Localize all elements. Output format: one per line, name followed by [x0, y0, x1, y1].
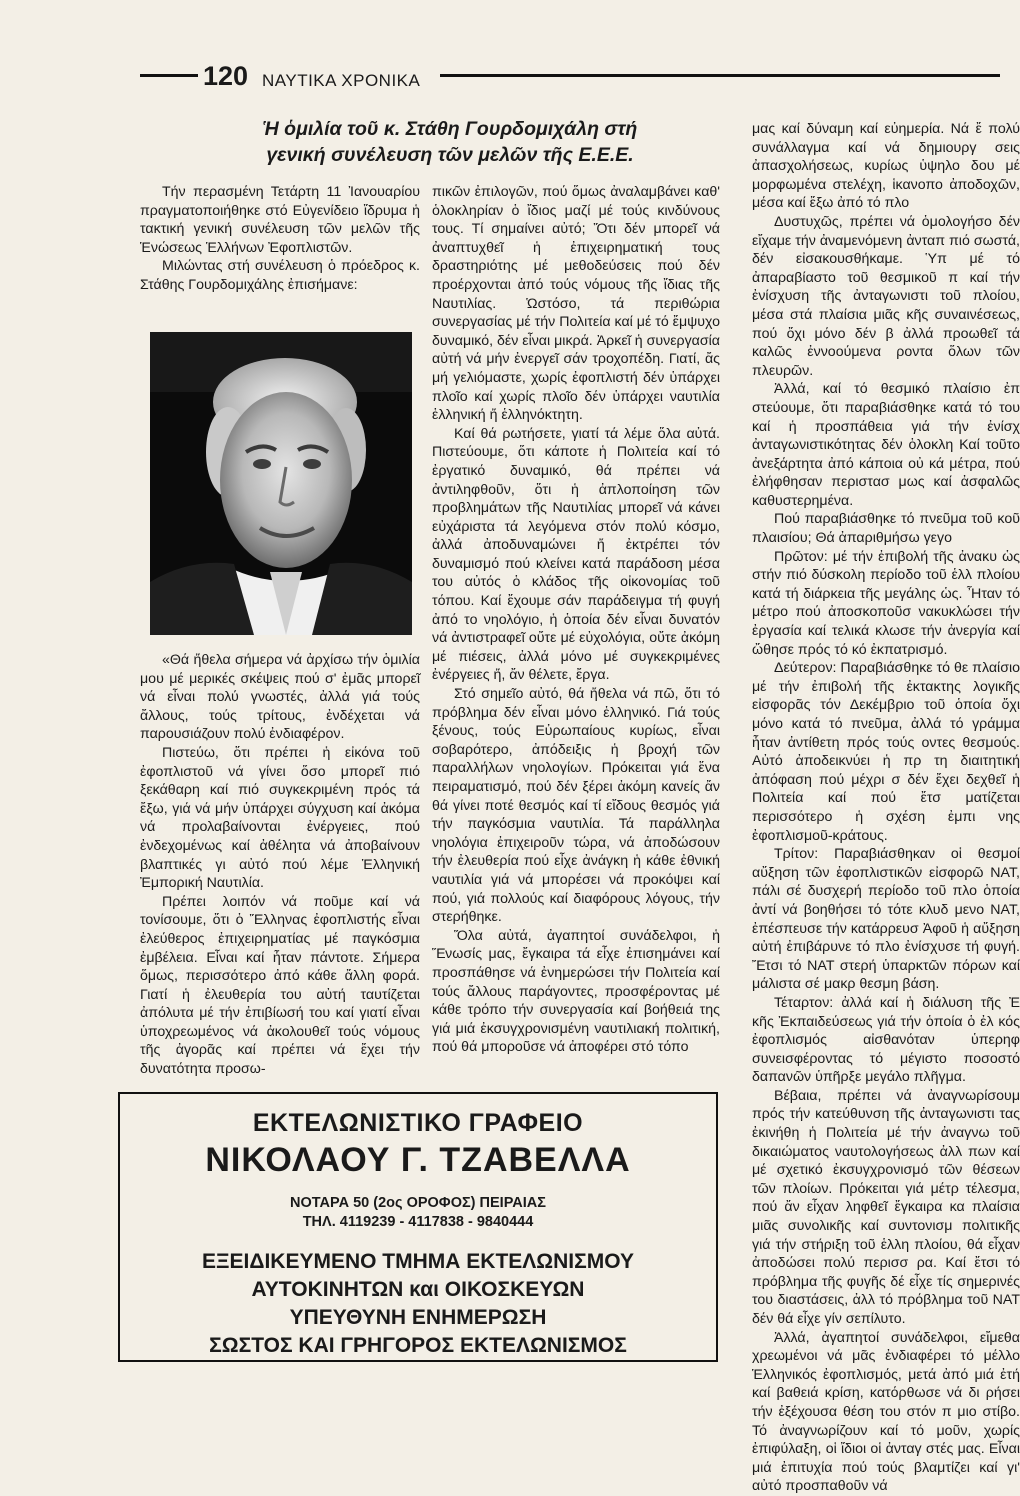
paragraph: Πού παραβιάσθηκε τό πνεῦμα τοῦ κοῦ πλαισίου; Θά ἀπαριθμήσω γεγο [752, 511, 1020, 547]
ad-line-vehicles: ΑΥΤΟΚΙΝΗΤΩΝ και ΟΙΚΟΣΚΕΥΩΝ [251, 1278, 585, 1301]
ad-line-info: ΥΠΕΥΘΥΝΗ ΕΝΗΜΕΡΩΣΗ [289, 1306, 547, 1329]
paragraph: Δεύτερον: Παραβιάσθηκε τό θε πλαίσιο μέ τήν ἐπιβολή τῆς ἐκτακτης λογικῆς εἰσφορᾶς τόν Δεκέμβριο τοῦ ὁποία ὄχι μόνο κατά τό πνεῦμα, ἀλλά τό γράμμα ἦταν ἀντίθετη πρός τούς οντες θεσμούς. Αὐτό ἀποδεικνύει ἡ πρ τη διαιτητική ἀπόφαση πού μέχρι σ δέν ἔχει δεχθεῖ ἡ Πολιτεία καί πού ἔτσ ματίζεται περισσότερο ἡ σχέση ἐμπι νης ἐφοπλισμοῦ-κράτους. [752, 660, 1020, 844]
ad-line-name: ΝΙΚΟΛΑΟΥ Γ. ΤΖΑΒΕΛΛΑ [205, 1141, 631, 1179]
paragraph: Ἀλλά, ἀγαπητοί συνάδελφοι, εἴμεθα χρεωμένοι νά μᾶς ἐνδιαφέρει τό μέλλο Ἑλληνικός ἐφοπλισμός, μετά ἀπό μιά ἐτή καί βαθειά κρίση, κατόρθωσε νά δι ρήσει τήν ἐξέχουσα θέση του στόν π μιο στίβο. Τό ἀναγνωρίζουν καί τό μοῦν, χωρίς ἐπιφύλαξη, οἱ ἴδιοι οἱ ἀνταγ στές μας. Εἶναι μιά ἐπιτυχία πού τούς βλαμτίζει καί γι' αὐτό προσπαθοῦν νά [752, 1329, 1020, 1495]
column-1-intro [140, 183, 420, 295]
header-rule-right [440, 74, 1000, 77]
advertisement-box [118, 1092, 718, 1362]
page-number: 120 [203, 61, 249, 91]
paragraph: Καί θά ρωτήσετε, γιατί τά λέμε ὅλα αὐτά. Πιστεύουμε, ὅτι κάποτε ἡ Πολιτεία καί τό ἐργατικό δυναμικό, θά πρέπει νά ἀντιληφθοῦν, ὅτι ἡ ἀπλοποίηση τῶν προβλημάτων τῆς Ναυτιλίας μπορεῖ νά κάνει εὐχάριστα τά λεγόμενα στόν πολύ κόσμο, ἀλλά ἀποδυναμώνει ἤ ἐκτρέπει τόν δυναμισμό πού κλείνει κατά παράδοση μέσα του αὐτός ὁ κλάδος τῆς οἰκονομίας τοῦ τόπου. Καί ἔχουμε σάν παράδειγμα τή φυγή ἀπό το νηολόγιο, ἡ ὁποία δέν εἶναι δυνατόν νά ἀντιστραφεῖ οὔτε μέ εὐχολόγια, οὔτε ἀκόμη μέ πιέσεις, ἀλλά μόνο μέ συγκεκριμένες ἐνέργειες ἤ, ἄν θέλετε, ἔργα. [432, 425, 720, 684]
paragraph: Στό σημεῖο αὐτό, θά ἤθελα νά πῶ, ὅτι τό πρόβλημα δέν εἶναι μόνο ἑλληνικό. Γιά τούς ξένους, τούς Εὐρωπαίους κυρίως, εἶναι σοβαρότερο, ἀπόδειξις ἡ βροχή τῶν παραλλήλων νηολογίων. Πρόκειται γιά ἕνα πειραματισμό, πού δέν ξέρει ἀκόμη κανείς ἄν θά γίνει ποτέ θεσμός καί τί εἴδους θεσμός γιά τήν παγκόσμια ναυτιλία. Τά παράλληλα νηολόγια ἐπιχειροῦν τώρα, νά ἀποδώσουν τήν ἐλευθερία πού εἶχε ἀνάγκη ἡ κάθε ἐθνική ναυτιλία γιά νά μπορέσει νά προκόψει καί πού, γιά πολλούς καί διαφόρους λόγους, τήν στερήθηκε. [432, 686, 720, 926]
header-rule-left [140, 74, 198, 77]
paragraph: Μιλώντας στή συνέλευση ὁ πρόεδρος κ. Στάθης Γουρδομιχάλης ἐπισήμανε: [140, 258, 420, 293]
portrait-photo [150, 332, 412, 635]
headline-line-2: γενική συνέλευση τῶν μελῶν τῆς Ε.Ε.Ε. [266, 144, 634, 166]
ad-address: ΝΟΤΑΡΑ 50 (2ος ΟΡΟΦΟΣ) ΠΕΙΡΑΙΑΣ [290, 1195, 546, 1211]
ad-phone: ΤΗΛ. 4119239 - 4117838 - 9840444 [302, 1214, 534, 1230]
article-headline [150, 116, 750, 168]
paragraph: «Θά ἤθελα σήμερα νά ἀρχίσω τήν ὁμιλία μου μέ μερικές σκέψεις πού σ' ἐμᾶς μπορεῖ νά εἶναι πολύ γνωστές, ἀλλά γιά τούς ἄλλους, τούς τρίτους, ἐνδέχεται νά παρουσιάζουν πολύ ἐνδιαφέρον. [140, 652, 420, 743]
ad-line-slogan: ΣΩΣΤΟΣ ΚΑΙ ΓΡΗΓΟΡΟΣ ΕΚΤΕΛΩΝΙΣΜΟΣ [209, 1334, 627, 1357]
paragraph: μας καί δύναμη καί εὐημερία. Νά ἔ πολύ συνάλλαγμα καί νά δημιουργ σεις ἀπασχολήσεως, κυρίως ὑψηλο δου μέ μορφωμένα στελέχη, ἱκανοπο ἀποδοχῶν, μέσα καί ἔξω ἀπό τό πλο [752, 121, 1020, 212]
paragraph: Τήν περασμένη Τετάρτη 11 Ἰανουαρίου πραγματοποιήθηκε στό Εὐγενίδειο ἵδρυμα ἡ τακτική γενική συνέλευση τῶν μελῶν τῆς Ἑνώσεως Ἑλλήνων Ἐφοπλιστῶν. [140, 184, 420, 256]
headline-line-1: Ἡ ὁμιλία τοῦ κ. Στάθη Γουρδομιχάλη στή [262, 118, 638, 140]
paragraph: Δυστυχῶς, πρέπει νά ὁμολογήσο δέν εἴχαμε τήν ἀναμενόμενη ἀνταπ πιό σωστά, δέν εἰσακουσθήκαμε. Ὑπ μέ τό ἀπαραβίαστο τοῦ θεσμικοῦ π καί τήν ἐνίσχυση τῆς ἀνταγωνιστι τοῦ πλοίου, μέσα στά πλαίσια μιᾶς κῆς συναινέσεως, πού ὄχι μόνο δέν β ἀλλά προωθεῖ τά καλῶς ἐννοούμενα ροντα ὅλων τῶν πλευρῶν. [752, 213, 1020, 379]
paragraph: Πιστεύω, ὅτι πρέπει ἡ εἰκόνα τοῦ ἐφοπλιστοῦ νά γίνει ὅσο μπορεῖ πιό ξεκάθαρη καί πιό συγκεκριμένη πρός τά ἔξω, γιά νά μήν ὑπάρχει σύγχυση καί ἀκόμα νά προλαβαίνονται ἐνέργειες, πού ἐνδεχομένως καί ἀθέλητα νά ἀποβαίνουν βλαπτικές γι αὐτό πού λέμε Ἑλληνική Ἐμπορική Ναυτιλία. [140, 744, 420, 892]
ad-line-department: ΕΞΕΙΔΙΚΕΥΜΕΝΟ ΤΜΗΜΑ ΕΚΤΕΛΩΝΙΣΜΟΥ [202, 1250, 634, 1273]
paragraph: Πρῶτον: μέ τήν ἐπιβολή τῆς ἀνακυ ὡς στήν πιό δύσκολη περίοδο τοῦ ἑλλ πλοίου κατά τή διάρκεια τῆς μεγάλης ὡς. Ἦταν τό μέτρο πού ἀποσκοποῦσ νακυκλώσει τήν ἐργασία καί τελικά κλωσε τήν ἀνεργία καί ὤθησε πρός τό κό ἐκπατρισμό. [752, 548, 1020, 658]
column-3 [752, 120, 1020, 1495]
paragraph: Βέβαια, πρέπει νά ἀναγνωρίσουμ πρός τήν κατεύθυνση τῆς ἀνταγωνιστι τας ἐκινήθη ἡ Πολιτεία μέ τήν ἀναγνω τοῦ δικαιώματος ναυτολογήσεως ἀλλ πων καί μέ σχετικό ἐκσυγχρονισμό τῶν θέσεων τῶν πλοίων. Πρόκειται γιά μέτρ τέλεσμα, πού ἄν εἶχαν ληφθεῖ ἔγκαιρα κα πλαίσια μιᾶς συνολικῆς καί συντονισμ πολιτικῆς γιά τήν στήριξη τοῦ ἑλλη πλοίου, θά εἶχαν ἀποδώσει πολύ περισσ ρα. Καί ἔτσι τό πρόβλημα τῆς φυγῆς δέ εἶχε τίς σημερινές του διαστάσεις, ἀλλ τό πρόβλημα τοῦ ΝΑΤ δέν θά εἶχε γίν σεπίλυτο. [752, 1087, 1020, 1327]
paragraph: Ὅλα αὐτά, ἀγαπητοί συνάδελφοι, ἡ Ἕνωσίς μας, ἔγκαιρα τά εἶχε ἐπισημάνει καί προσπάθησε νά ἐνημερώσει τήν Πολιτεία καί τούς ἄλλους παράγοντες, προσφέροντας μέ κάθε τρόπο τήν συνεργασία καί βοήθειά της γιά μιά ἐκσυγχρονισμένη ναυτιλιακή πολιτική, πού θά μποροῦσε νά ἀποφέρει στό τόπο [432, 927, 720, 1056]
ad-line-office: ΕΚΤΕΛΩΝΙΣΤΙΚΟ ΓΡΑΦΕΙΟ [252, 1109, 584, 1137]
portrait-photo-illustration [150, 332, 412, 635]
paragraph: Τέταρτον: ἀλλά καί ἡ διάλυση τῆς Ἐ κῆς Ἐκπαιδεύσεως γιά τήν ὁποία ὁ ἐλ κός ἐφοπλισμός αἰσθανόταν ὑπερηφ συνεισφέροντας τό μέγιστο ποσοστό δαπανῶν ὑπῆρξε μεγάλο πλῆγμα. [752, 994, 1020, 1086]
paragraph: Ἀλλά, καί τό θεσμικό πλαίσιο ἐπ στεύουμε, ὅτι παραβιάσθηκε κατά τό του καί ἡ προσπάθεια γιά τήν ἐνίσχ ἀνταγωνιστικότητας δέν ὁλοκλη Καί τοῦτο ἀνεξάρτητα ἀπό κάποια οὐ κά μέτρα, πού ἐλήφθησαν περιστασ μως καί ἀσφαλῶς καθυστερημένα. [752, 381, 1020, 509]
column-1-speech [140, 651, 420, 1079]
magazine-title: ΝΑΥΤΙΚΑ ΧΡΟΝΙΚΑ [262, 71, 421, 90]
paragraph: Πρέπει λοιπόν νά ποῦμε καί νά τονίσουμε, ὅτι ὁ Ἕλληνας ἐφοπλιστής εἶναι ἐλεύθερος ἐπιχειρηματίας μέ παγκόσμια ἐμβέλεια. Εἶναι καί ἦταν πάντοτε. Σήμερα ὅμως, περισσότερο ἀπό κάθε ἄλλη φορά. Γιατί ἡ ἐλευθερία του αὐτή ταυτίζεται ἀπόλυτα μέ τήν ἐπιβίωσή του καί γιατί εἶναι ὑποχρεωμένος νά ἀκολουθεῖ τούς νόμους τῆς ἀγορᾶς καί πρέπει νά ἔχει τήν δυνατότητα προσω- [140, 893, 420, 1078]
paragraph: πικῶν ἐπιλογῶν, πού ὅμως ἀναλαμβάνει καθ' ὁλοκληρίαν ὁ ἴδιος μαζί μέ τούς κινδύνους τους. Τί σημαίνει αὐτό; Ὅτι δέν μπορεῖ νά ἀναπτυχθεῖ ἡ ἐπιχειρηματική τους δραστηριότης μέ μεθοδεύσεις πού δέν προέρχονται ἀπό τούς νόμους τῆς ἴδιας τῆς Ναυτιλίας. Ὡστόσο, τά περιθώρια συνεργασίας μέ τήν Πολιτεία καί μέ τό ἔμψυχο δυναμικό, δέν εἶναι μικρά. Ἀρκεῖ ἡ συνεργασία αὐτή νά μήν ἐνεργεῖ σάν τροχοπέδη. Γιατί, ἄς μή γελιόμαστε, χωρίς ἐφοπλιστή δέν ὑπάρχει πλοῖο καί χωρίς πλοῖο δέν ὑπάρχει ναυτιλία ἑλληνική ἤ ἑλληνόκτητη. [432, 184, 720, 424]
column-2 [432, 183, 720, 1057]
paragraph: Τρίτον: Παραβιάσθηκαν οἱ θεσμοί αὔξηση τῶν ἐφοπλιστικῶν εἰσφορῶ ΝΑΤ, πάλι σέ δυσχερή περίοδο τοῦ πλο ὁποία ἀντί νά βοηθήσει τό τότε κλυδ μενο ΝΑΤ, ἐπέσπευσε τήν κατάρρευσ Ἀφοῦ ἡ αὔξηση αὐτή ἐπιβάρυνε τό πλο ἐνίσχυσε τή φυγή. Ἔτσι τό ΝΑΤ στερή ὑπαρκτῶν πόρων καί μάλιστα σέ μακρ θεσμη βάση. [752, 846, 1020, 993]
